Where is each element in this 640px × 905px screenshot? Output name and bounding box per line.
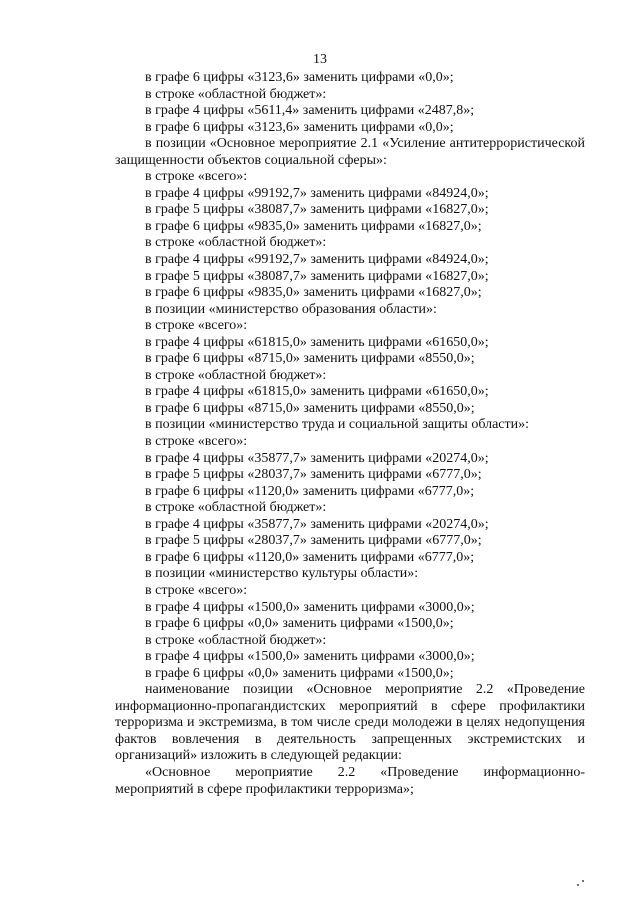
text-line: в графе 6 цифры «8715,0» заменить цифрами «8550,0»; bbox=[145, 351, 475, 367]
text-line: в позиции «министерство образования области»: bbox=[145, 301, 437, 317]
page-number: 13 bbox=[313, 52, 327, 67]
text-line: организаций» изложить в следующей редакции: bbox=[115, 748, 402, 764]
text-line: фактов вовлечения в деятельность запрещенных экстремистских и bbox=[115, 731, 585, 747]
text-line: в строке «всего»: bbox=[145, 582, 248, 598]
text-line: в позиции «министерство культуры области»: bbox=[145, 566, 419, 582]
document-body bbox=[115, 70, 585, 798]
text-line: в позиции «Основное мероприятие 2.1 «Усиление антитеррористической bbox=[145, 136, 585, 152]
text-line: в графе 6 цифры «0,0» заменить цифрами «1500,0»; bbox=[145, 665, 454, 681]
text-line: в графе 5 цифры «38087,7» заменить цифрами «16827,0»; bbox=[145, 268, 489, 284]
text-line: в строке «всего»: bbox=[145, 318, 248, 334]
scan-speck-icon bbox=[577, 880, 585, 888]
text-line: в графе 6 цифры «1120,0» заменить цифрами «6777,0»; bbox=[145, 549, 475, 565]
text-line: в строке «всего»: bbox=[145, 434, 248, 450]
text-line: в строке «областной бюджет»: bbox=[145, 632, 327, 648]
text-line: в графе 4 цифры «1500,0» заменить цифрами «3000,0»; bbox=[145, 649, 475, 665]
text-line: терроризма и экстремизма, в том числе среди молодежи в целях недопущения bbox=[115, 715, 585, 731]
text-line: в позиции «министерство труда и социальной защиты области»: bbox=[145, 417, 530, 433]
text-line: в графе 4 цифры «35877,7» заменить цифрами «20274,0»; bbox=[145, 516, 489, 532]
text-line: в графе 4 цифры «61815,0» заменить цифрами «61650,0»; bbox=[145, 384, 489, 400]
text-line: информационно-пропагандистских мероприятий в сфере профилактики bbox=[115, 698, 585, 714]
text-line: в графе 4 цифры «5611,4» заменить цифрами «2487,8»; bbox=[145, 103, 475, 119]
text-line: в графе 6 цифры «9835,0» заменить цифрами «16827,0»; bbox=[145, 218, 482, 234]
text-line: в строке «всего»: bbox=[145, 169, 248, 185]
text-line: в графе 6 цифры «1120,0» заменить цифрами «6777,0»; bbox=[145, 483, 475, 499]
text-line: в графе 4 цифры «61815,0» заменить цифрами «61650,0»; bbox=[145, 334, 489, 350]
text-line: в графе 4 цифры «1500,0» заменить цифрами «3000,0»; bbox=[145, 599, 475, 615]
text-line: в графе 5 цифры «28037,7» заменить цифрами «6777,0»; bbox=[145, 533, 482, 549]
text-line: в графе 4 цифры «35877,7» заменить цифрами «20274,0»; bbox=[145, 450, 489, 466]
text-line: в строке «областной бюджет»: bbox=[145, 86, 327, 102]
text-line: в графе 6 цифры «9835,0» заменить цифрами «16827,0»; bbox=[145, 285, 482, 301]
text-line: в строке «областной бюджет»: bbox=[145, 500, 327, 516]
text-line: в строке «областной бюджет»: bbox=[145, 235, 327, 251]
text-line: наименование позиции «Основное мероприятие 2.2 «Проведение bbox=[145, 682, 585, 698]
text-line: «Основное мероприятие 2.2 «Проведение информационно- bbox=[145, 764, 585, 780]
text-line: в графе 6 цифры «8715,0» заменить цифрами «8550,0»; bbox=[145, 400, 475, 416]
text-line: в графе 4 цифры «99192,7» заменить цифрами «84924,0»; bbox=[145, 185, 489, 201]
text-line: в графе 5 цифры «28037,7» заменить цифрами «6777,0»; bbox=[145, 467, 482, 483]
text-line: мероприятий в сфере профилактики терроризма»; bbox=[115, 781, 414, 797]
text-line: в строке «областной бюджет»: bbox=[145, 367, 327, 383]
text-line: защищенности объектов социальной сферы»: bbox=[115, 152, 387, 168]
text-line: в графе 6 цифры «0,0» заменить цифрами «1500,0»; bbox=[145, 616, 454, 632]
text-line: в графе 5 цифры «38087,7» заменить цифрами «16827,0»; bbox=[145, 202, 489, 218]
text-line: в графе 4 цифры «99192,7» заменить цифрами «84924,0»; bbox=[145, 252, 489, 268]
text-line: в графе 6 цифры «3123,6» заменить цифрами «0,0»; bbox=[145, 70, 454, 85]
text-line: в графе 6 цифры «3123,6» заменить цифрами «0,0»; bbox=[145, 119, 454, 135]
